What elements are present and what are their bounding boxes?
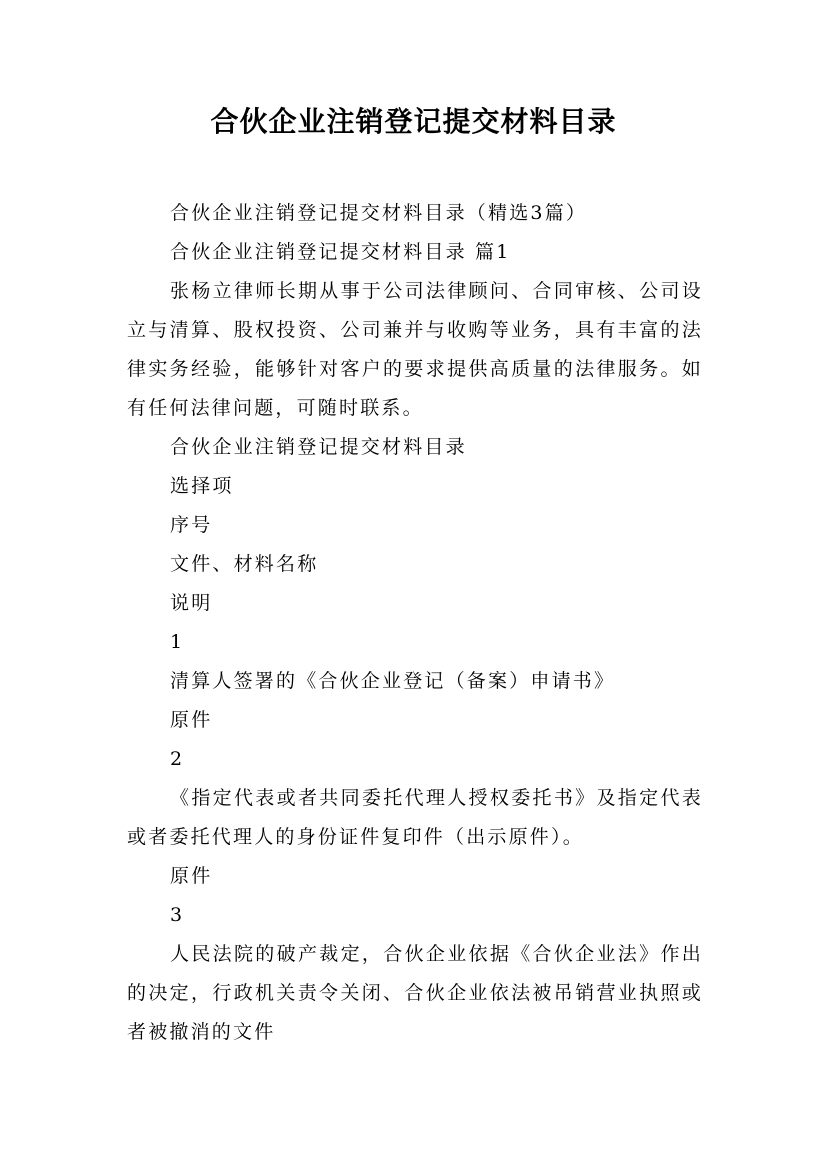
paragraph-item-2-note: 原件 [170, 865, 213, 887]
paragraph-item-1-material: 清算人签署的《合伙企业登记（备案）申请书》 [170, 670, 616, 692]
document-title: 合伙企业注销登记提交材料目录 [210, 105, 617, 138]
paragraph-item-3-material: 人民法院的破产裁定，合伙企业依据《合伙企业法》作出的决定，行政机关责令关闭、合伙企业依法被吊销营业执照或者被撤消的文件 [127, 943, 703, 1043]
paragraph-section-heading: 合伙企业注销登记提交材料目录 篇1 [170, 241, 511, 263]
paragraph-subtitle: 合伙企业注销登记提交材料目录（精选3篇） [170, 202, 588, 224]
paragraph-column-option: 选择项 [170, 475, 234, 497]
paragraph-item-2-material: 《指定代表或者共同委托代理人授权委托书》及指定代表或者委托代理人的身份证件复印件（出示原件）。 [127, 787, 703, 848]
paragraph-lawyer-intro: 张杨立律师长期从事于公司法律顾问、合同审核、公司设立与清算、股权投资、公司兼并与收购等业务，具有丰富的法律实务经验，能够针对客户的要求提供高质量的法律服务。如有任何法律问题，可随时联系。 [127, 280, 703, 419]
paragraph-list-title: 合伙企业注销登记提交材料目录 [170, 436, 467, 458]
paragraph-column-material: 文件、材料名称 [170, 553, 319, 575]
paragraph-item-3-number: 3 [170, 904, 185, 926]
document-body [127, 194, 703, 1052]
paragraph-item-1-number: 1 [170, 631, 185, 653]
paragraph-column-note: 说明 [170, 592, 213, 614]
paragraph-column-number: 序号 [170, 514, 213, 536]
paragraph-item-2-number: 2 [170, 748, 185, 770]
paragraph-item-1-note: 原件 [170, 709, 213, 731]
